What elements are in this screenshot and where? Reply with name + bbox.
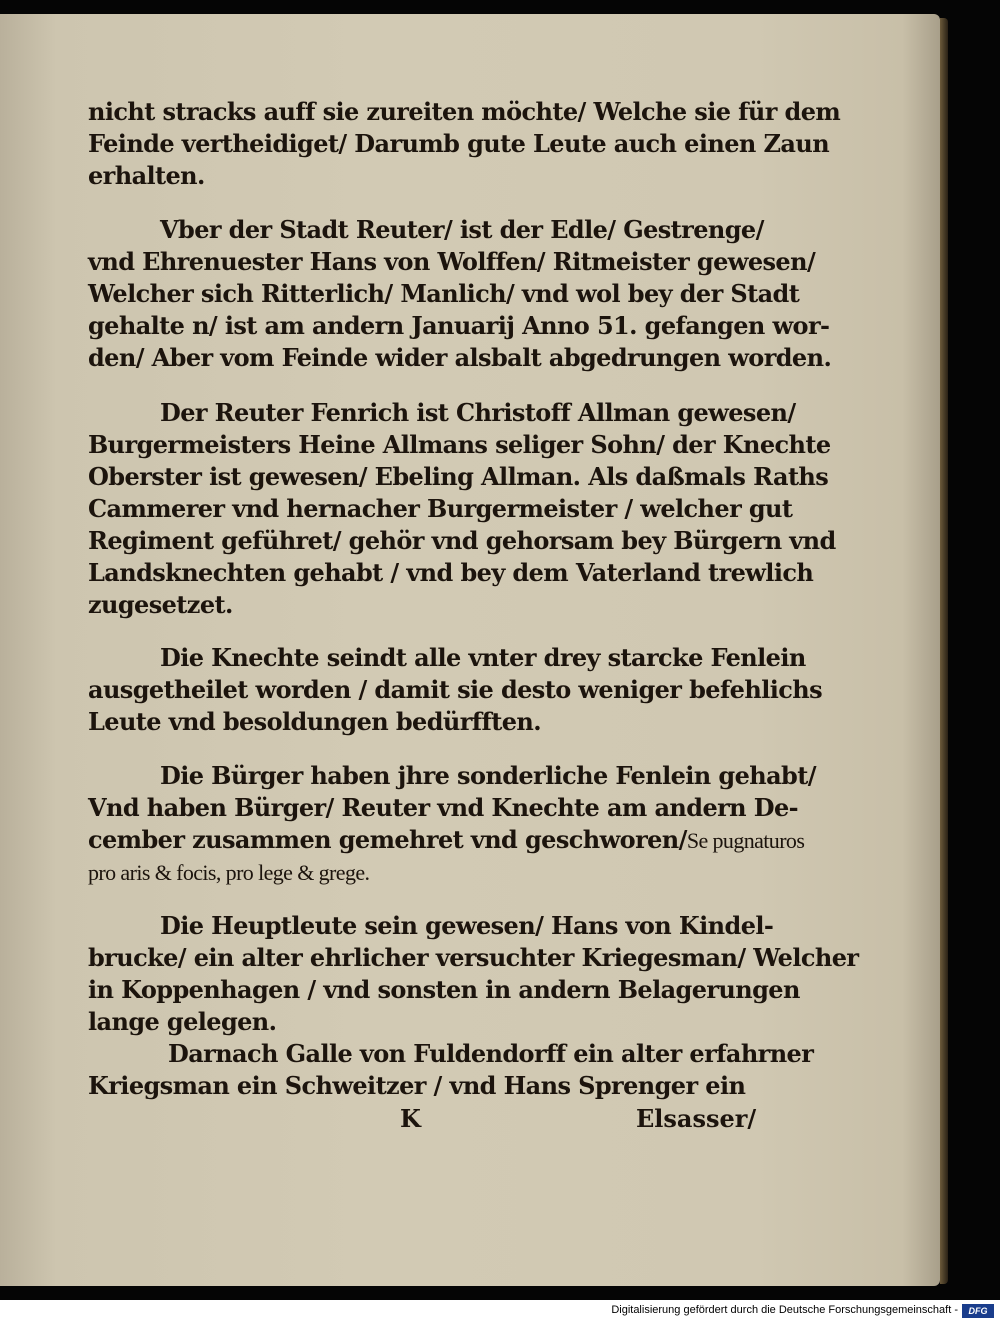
book-page — [0, 14, 940, 1286]
text-line: den/ Aber vom Feinde wider alsbalt abgedrungen worden. — [88, 343, 832, 372]
text-line: erhalten. — [88, 161, 205, 190]
text-line: Der Reuter Fenrich ist Christoff Allman gewesen/ — [160, 398, 796, 427]
signature-mark: K — [400, 1104, 421, 1133]
text-line: ausgetheilet worden / damit sie desto weniger befehlichs — [88, 675, 823, 704]
text-line: Darnach Galle von Fuldendorff ein alter erfahrner — [168, 1039, 814, 1068]
latin-text: Se pugnaturos — [686, 828, 805, 853]
text-line: Burgermeisters Heine Allmans seliger Sohn/ der Knechte — [88, 430, 831, 459]
latin-line: pro aris & focis, pro lege & grege. — [88, 860, 370, 885]
page-edge — [940, 18, 948, 1284]
text-line: lange gelegen. — [88, 1007, 277, 1036]
text-line — [88, 824, 805, 857]
dfg-logo: DFG — [962, 1304, 994, 1318]
text-line: vnd Ehrenuester Hans von Wolffen/ Ritmeister gewesen/ — [88, 247, 816, 276]
text-line: Vnd haben Bürger/ Reuter vnd Knechte am andern De- — [88, 793, 799, 822]
text-segment: cember zusammen gemehret vnd geschworen/ — [88, 825, 687, 854]
text-line: gehalte n/ ist am andern Januarij Anno 51. gefangen wor- — [88, 311, 830, 340]
text-line: Vber der Stadt Reuter/ ist der Edle/ Gestrenge/ — [160, 215, 764, 244]
text-line: Die Heuptleute sein gewesen/ Hans von Kindel- — [160, 911, 774, 940]
text-line: in Koppenhagen / vnd sonsten in andern Belagerungen — [88, 975, 800, 1004]
footer-bar — [0, 1300, 1000, 1323]
text-line: brucke/ ein alter ehrlicher versuchter Kriegesman/ Welcher — [88, 943, 859, 972]
text-line: Die Knechte seindt alle vnter drey starcke Fenlein — [160, 643, 806, 672]
text-line: Oberster ist gewesen/ Ebeling Allman. Als daßmals Raths — [88, 462, 829, 491]
paragraph-1 — [88, 96, 841, 192]
text-line: Welcher sich Ritterlich/ Manlich/ vnd wol bey der Stadt — [88, 279, 800, 308]
paragraph-3 — [88, 397, 836, 621]
text-line: Landsknechten gehabt / vnd bey dem Vaterland trewlich — [88, 558, 814, 587]
text-line: Cammerer vnd hernacher Burgermeister / welcher gut — [88, 494, 793, 523]
text-line: nicht stracks auff sie zureiten möchte/ Welche sie für dem — [88, 97, 841, 126]
catchword: Elsasser/ — [636, 1104, 757, 1133]
text-line: zugesetzet. — [88, 590, 233, 619]
text-line: Kriegsman ein Schweitzer / vnd Hans Sprenger ein — [88, 1071, 746, 1100]
text-line: Die Bürger haben jhre sonderliche Fenlein gehabt/ — [160, 761, 816, 790]
text-line: Feinde vertheidiget/ Darumb gute Leute auch einen Zaun — [88, 129, 830, 158]
paragraph-4 — [88, 642, 823, 738]
footer-credit: Digitalisierung gefördert durch die Deutsche Forschungsgemeinschaft - — [611, 1304, 958, 1316]
paragraph-2 — [88, 214, 832, 374]
paragraph-5 — [88, 760, 816, 889]
text-line: Leute vnd besoldungen bedürfften. — [88, 707, 541, 736]
text-line: Regiment geführet/ gehör vnd gehorsam bey Bürgern vnd — [88, 526, 836, 555]
paragraph-6 — [88, 910, 859, 1102]
